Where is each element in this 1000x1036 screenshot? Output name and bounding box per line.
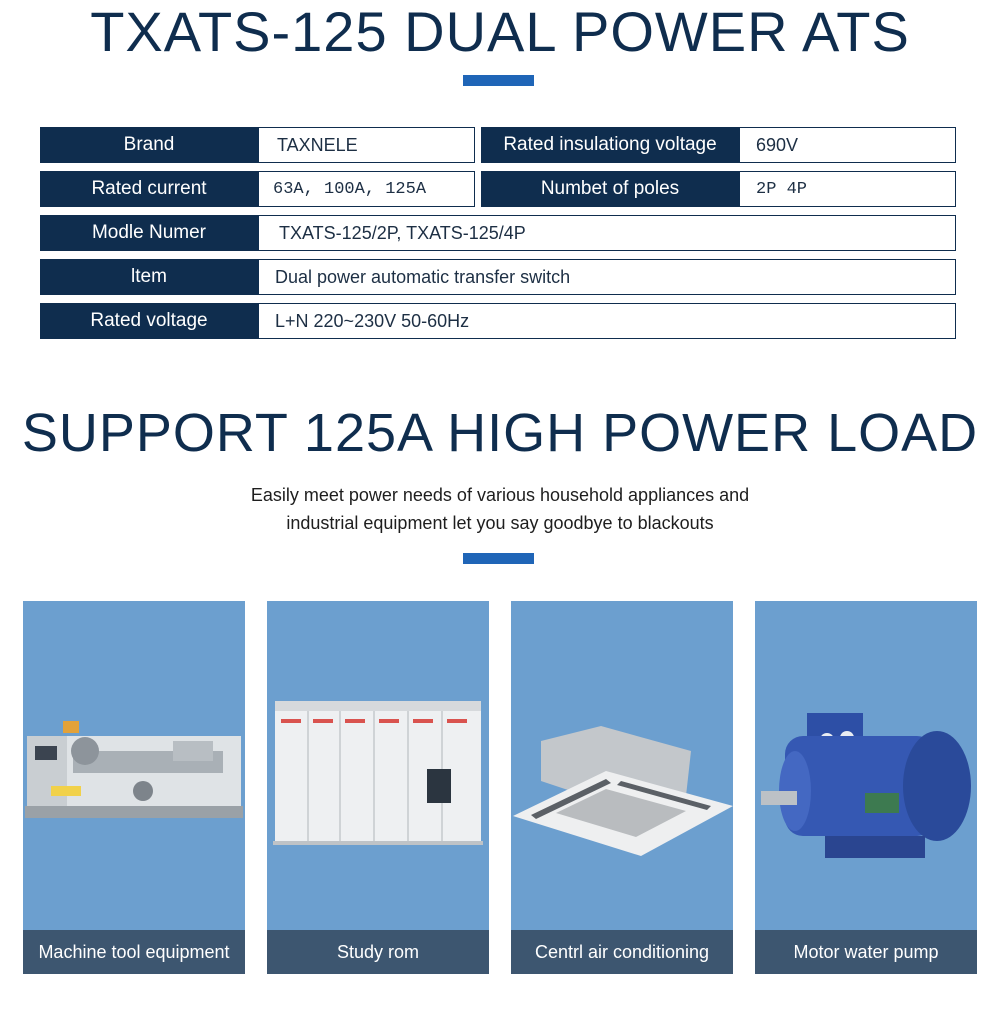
insulation-voltage-label: Rated insulationg voltage — [481, 127, 739, 163]
rated-current-value: 63A, 100A, 125A — [258, 171, 475, 207]
model-number-label: Modle Numer — [40, 215, 258, 251]
support-description-line-1: Easily meet power needs of various household appliances and — [250, 485, 750, 505]
item-value: Dual power automatic transfer switch — [258, 259, 956, 295]
rated-voltage-value: L+N 220~230V 50-60Hz — [258, 303, 956, 339]
card-caption: Motor water pump — [755, 930, 977, 974]
insulation-voltage-value: 690V — [739, 127, 956, 163]
application-card-study-room — [267, 601, 489, 974]
spec-row-model — [40, 215, 956, 251]
item-label: ltem — [40, 259, 258, 295]
spec-row-brand — [40, 127, 956, 163]
support-accent-bar — [463, 553, 534, 564]
spec-table — [40, 127, 956, 339]
application-card-air-conditioning — [511, 601, 733, 974]
electric-motor-icon — [755, 601, 977, 930]
title-accent-bar — [463, 75, 534, 86]
model-number-value: TXATS-125/2P, TXATS-125/4P — [258, 215, 956, 251]
card-caption: Study rom — [267, 930, 489, 974]
application-card-motor-pump — [755, 601, 977, 974]
spec-row-item — [40, 259, 956, 295]
switchgear-cabinet-icon — [267, 601, 489, 930]
support-title: SUPPORT 125A HIGH POWER LOAD — [21, 403, 979, 463]
poles-value: 2P 4P — [739, 171, 956, 207]
rated-current-label: Rated current — [40, 171, 258, 207]
rated-voltage-label: Rated voltage — [40, 303, 258, 339]
brand-value: TAXNELE — [258, 127, 475, 163]
card-caption: Machine tool equipment — [23, 930, 245, 974]
card-caption: Centrl air conditioning — [511, 930, 733, 974]
poles-label: Numbet of poles — [481, 171, 739, 207]
ceiling-ac-icon — [511, 601, 733, 930]
page-title: TXATS-125 DUAL POWER ATS — [90, 0, 910, 63]
lathe-icon — [23, 601, 245, 930]
brand-label: Brand — [40, 127, 258, 163]
spec-row-current — [40, 171, 956, 207]
application-card-machine-tool — [23, 601, 245, 974]
support-description-line-2: industrial equipment let you say goodbye to blackouts — [286, 513, 714, 533]
spec-row-voltage — [40, 303, 956, 339]
